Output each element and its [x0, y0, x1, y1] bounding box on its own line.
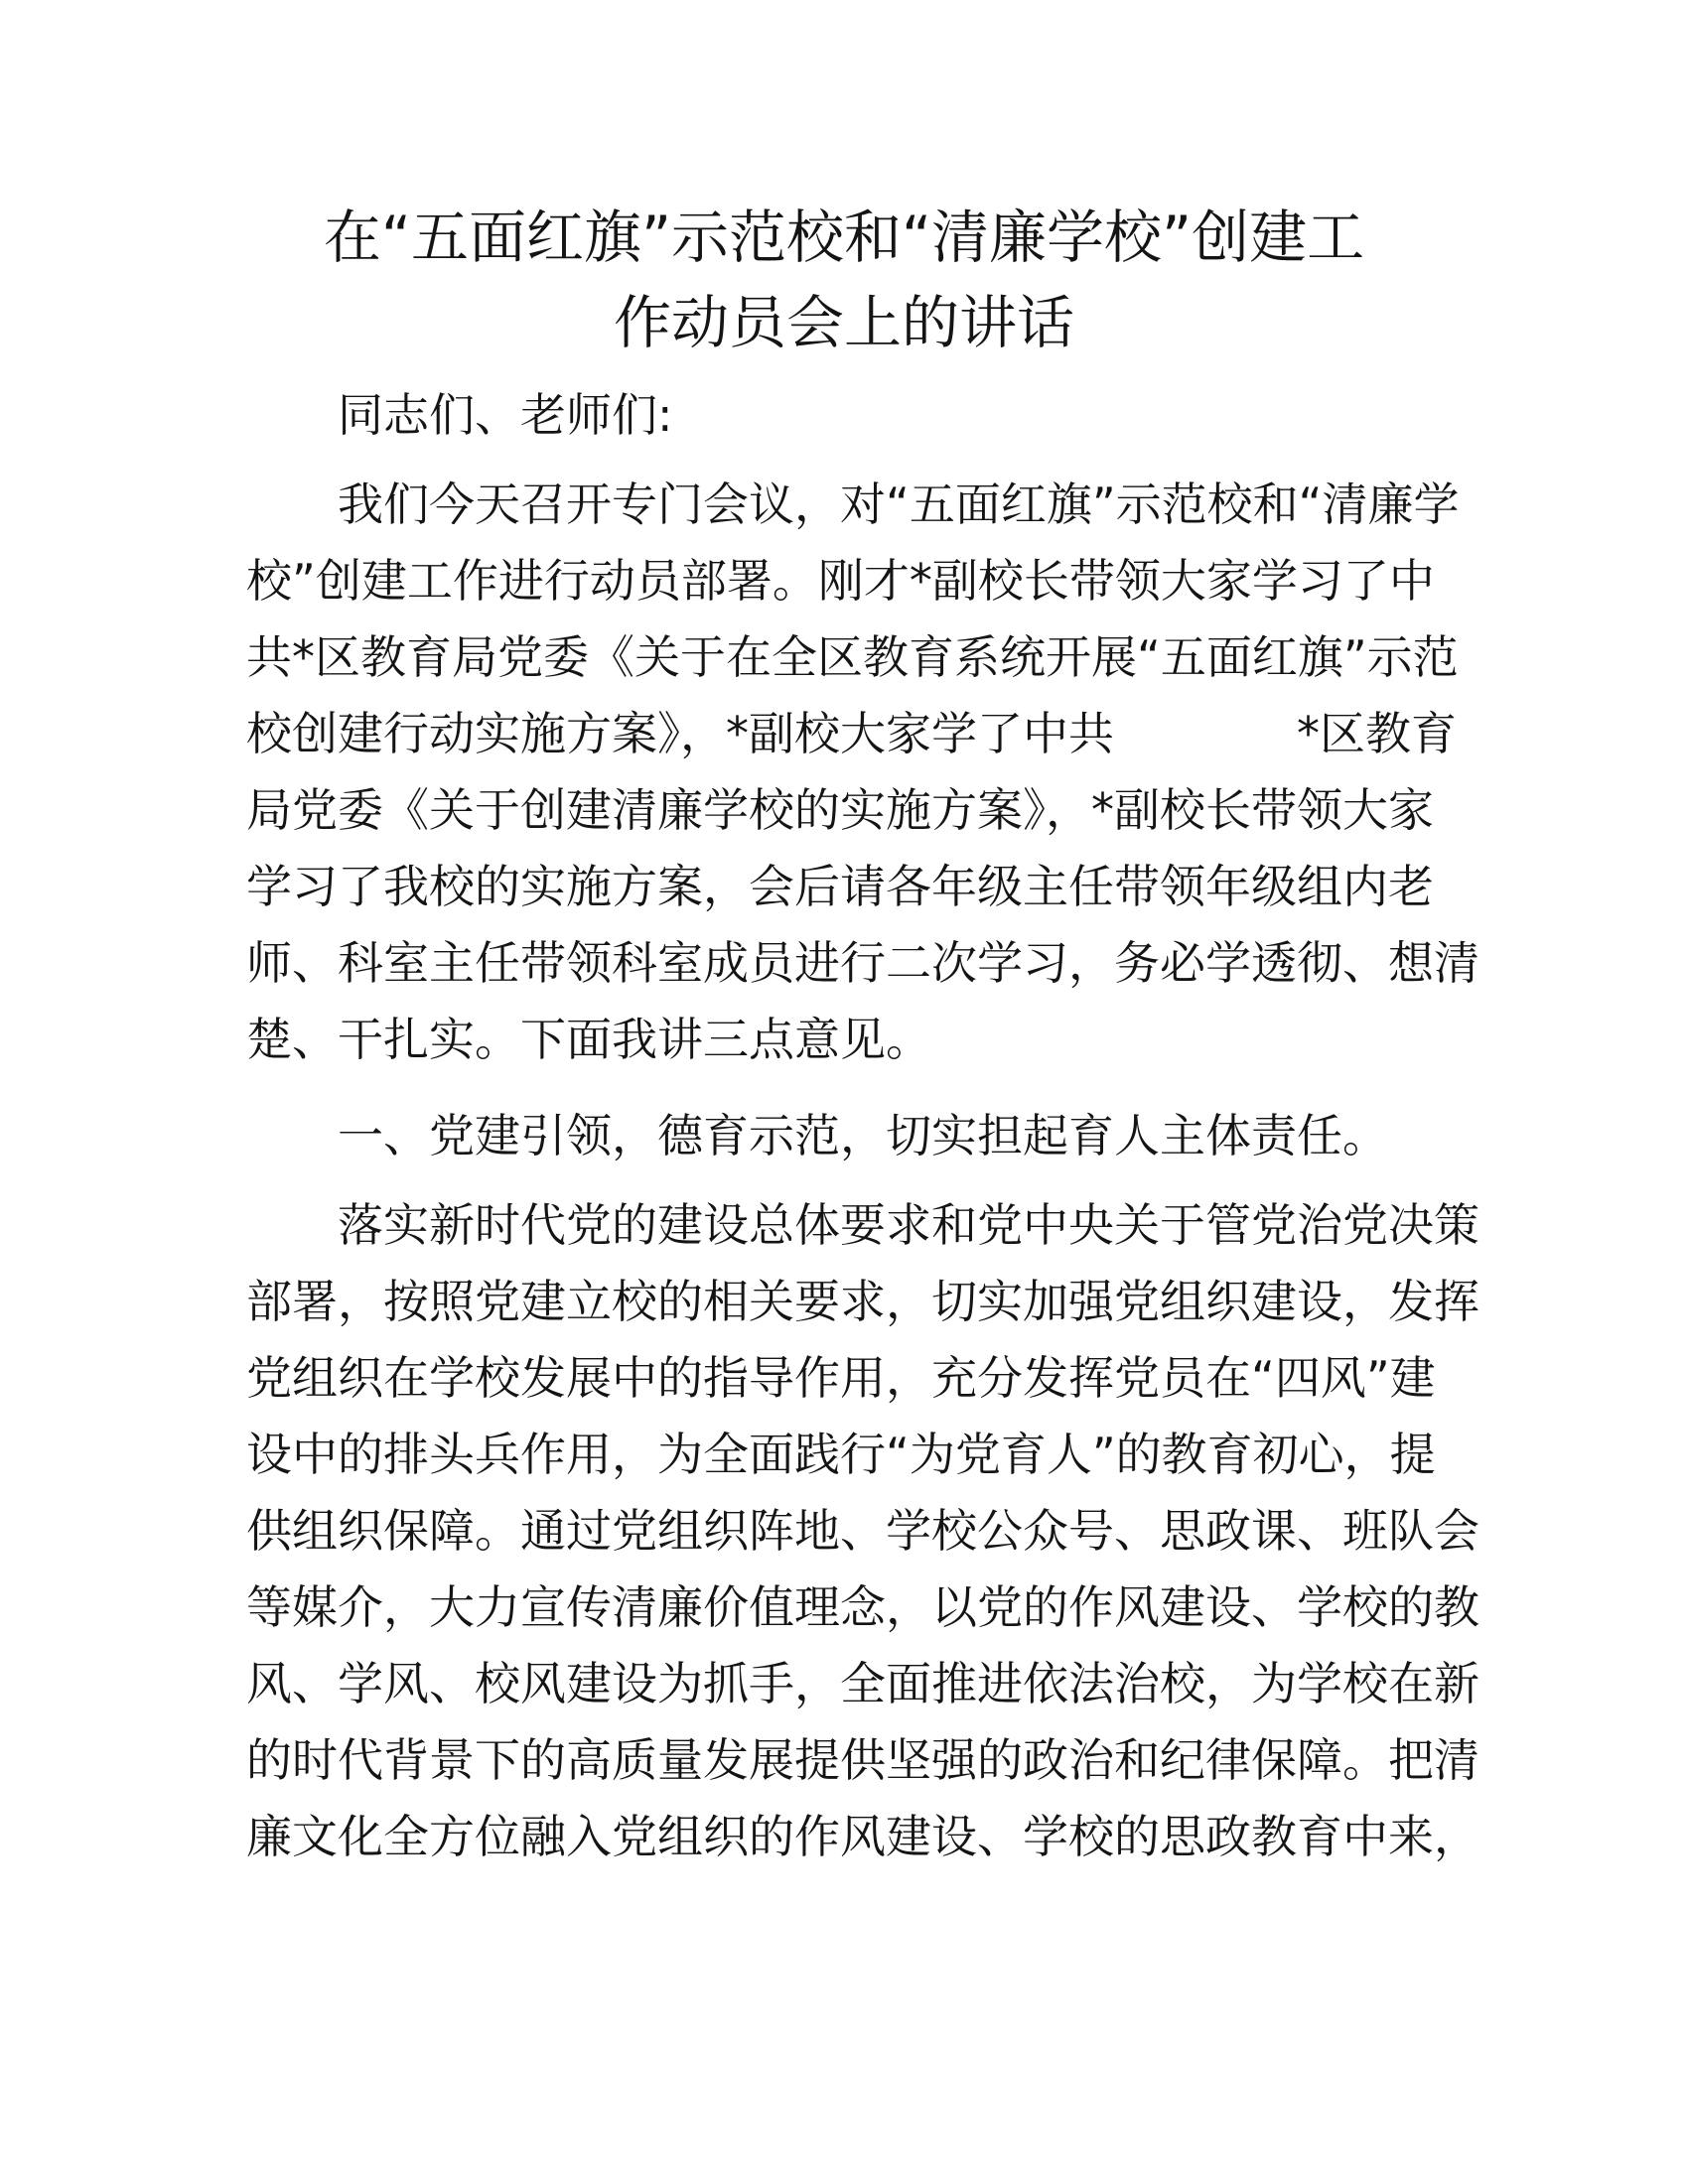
section-line: 的时代背景下的高质量发展提供坚强的政治和纪律保障。把清: [246, 1733, 1479, 1787]
greeting-line: 同志们、老师们:: [338, 388, 673, 442]
intro-line: 局党委《关于创建清廉学校的实施方案》，*副校长带领大家: [246, 783, 1434, 837]
title-line-2: 作动员会上的讲话: [613, 289, 1074, 356]
intro-line: 共*区教育局党委《关于在全区教育系统开展“五面红旗”示范: [246, 630, 1459, 684]
section-line: 风、学风、校风建设为抓手，全面推进依法治校，为学校在新: [246, 1657, 1479, 1710]
document-title: [199, 195, 1489, 365]
section-heading-line: 一、党建引领，德育示范，切实担起育人主体责任。: [338, 1109, 1388, 1162]
section-one-heading: [246, 1098, 1458, 1174]
title-line-1: 在“五面红旗”示范校和“清廉学校”创建工: [323, 204, 1365, 271]
intro-line: 学习了我校的实施方案，会后请各年级主任带领年级组内老: [246, 860, 1434, 913]
intro-paragraph: [246, 467, 1479, 1078]
greeting: [246, 377, 1458, 454]
intro-line: 校”创建工作进行动员部署。刚才*副校长带领大家学习了中: [246, 554, 1435, 608]
intro-line: 师、科室主任带领科室成员进行二次学习，务必学透彻、想清: [246, 936, 1479, 990]
section-line: 等媒介，大力宣传清廉价值理念，以党的作风建设、学校的教: [246, 1580, 1479, 1634]
intro-line: 校创建行动实施方案》，*副校大家学了中共 *区教育: [246, 707, 1457, 760]
section-line: 设中的排头兵作用，为全面践行“为党育人”的教育初心，提: [246, 1428, 1436, 1481]
section-line: 党组织在学校发展中的指导作用，充分发挥党员在“四风”建: [246, 1351, 1436, 1405]
section-line: 供组织保障。通过党组织阵地、学校公众号、思政课、班队会: [246, 1504, 1479, 1558]
section-line: 部署，按照党建立校的相关要求，切实加强党组织建设，发挥: [246, 1275, 1479, 1328]
section-line: 落实新时代党的建设总体要求和党中央关于管党治党决策: [338, 1198, 1479, 1252]
intro-line: 楚、干扎实。下面我讲三点意见。: [246, 1013, 931, 1066]
intro-line: 我们今天召开专门会议，对“五面红旗”示范校和“清廉学: [338, 478, 1460, 531]
section-one-paragraph: [246, 1187, 1479, 1875]
section-line: 廉文化全方位融入党组织的作风建设、学校的思政教育中来，: [246, 1810, 1479, 1863]
